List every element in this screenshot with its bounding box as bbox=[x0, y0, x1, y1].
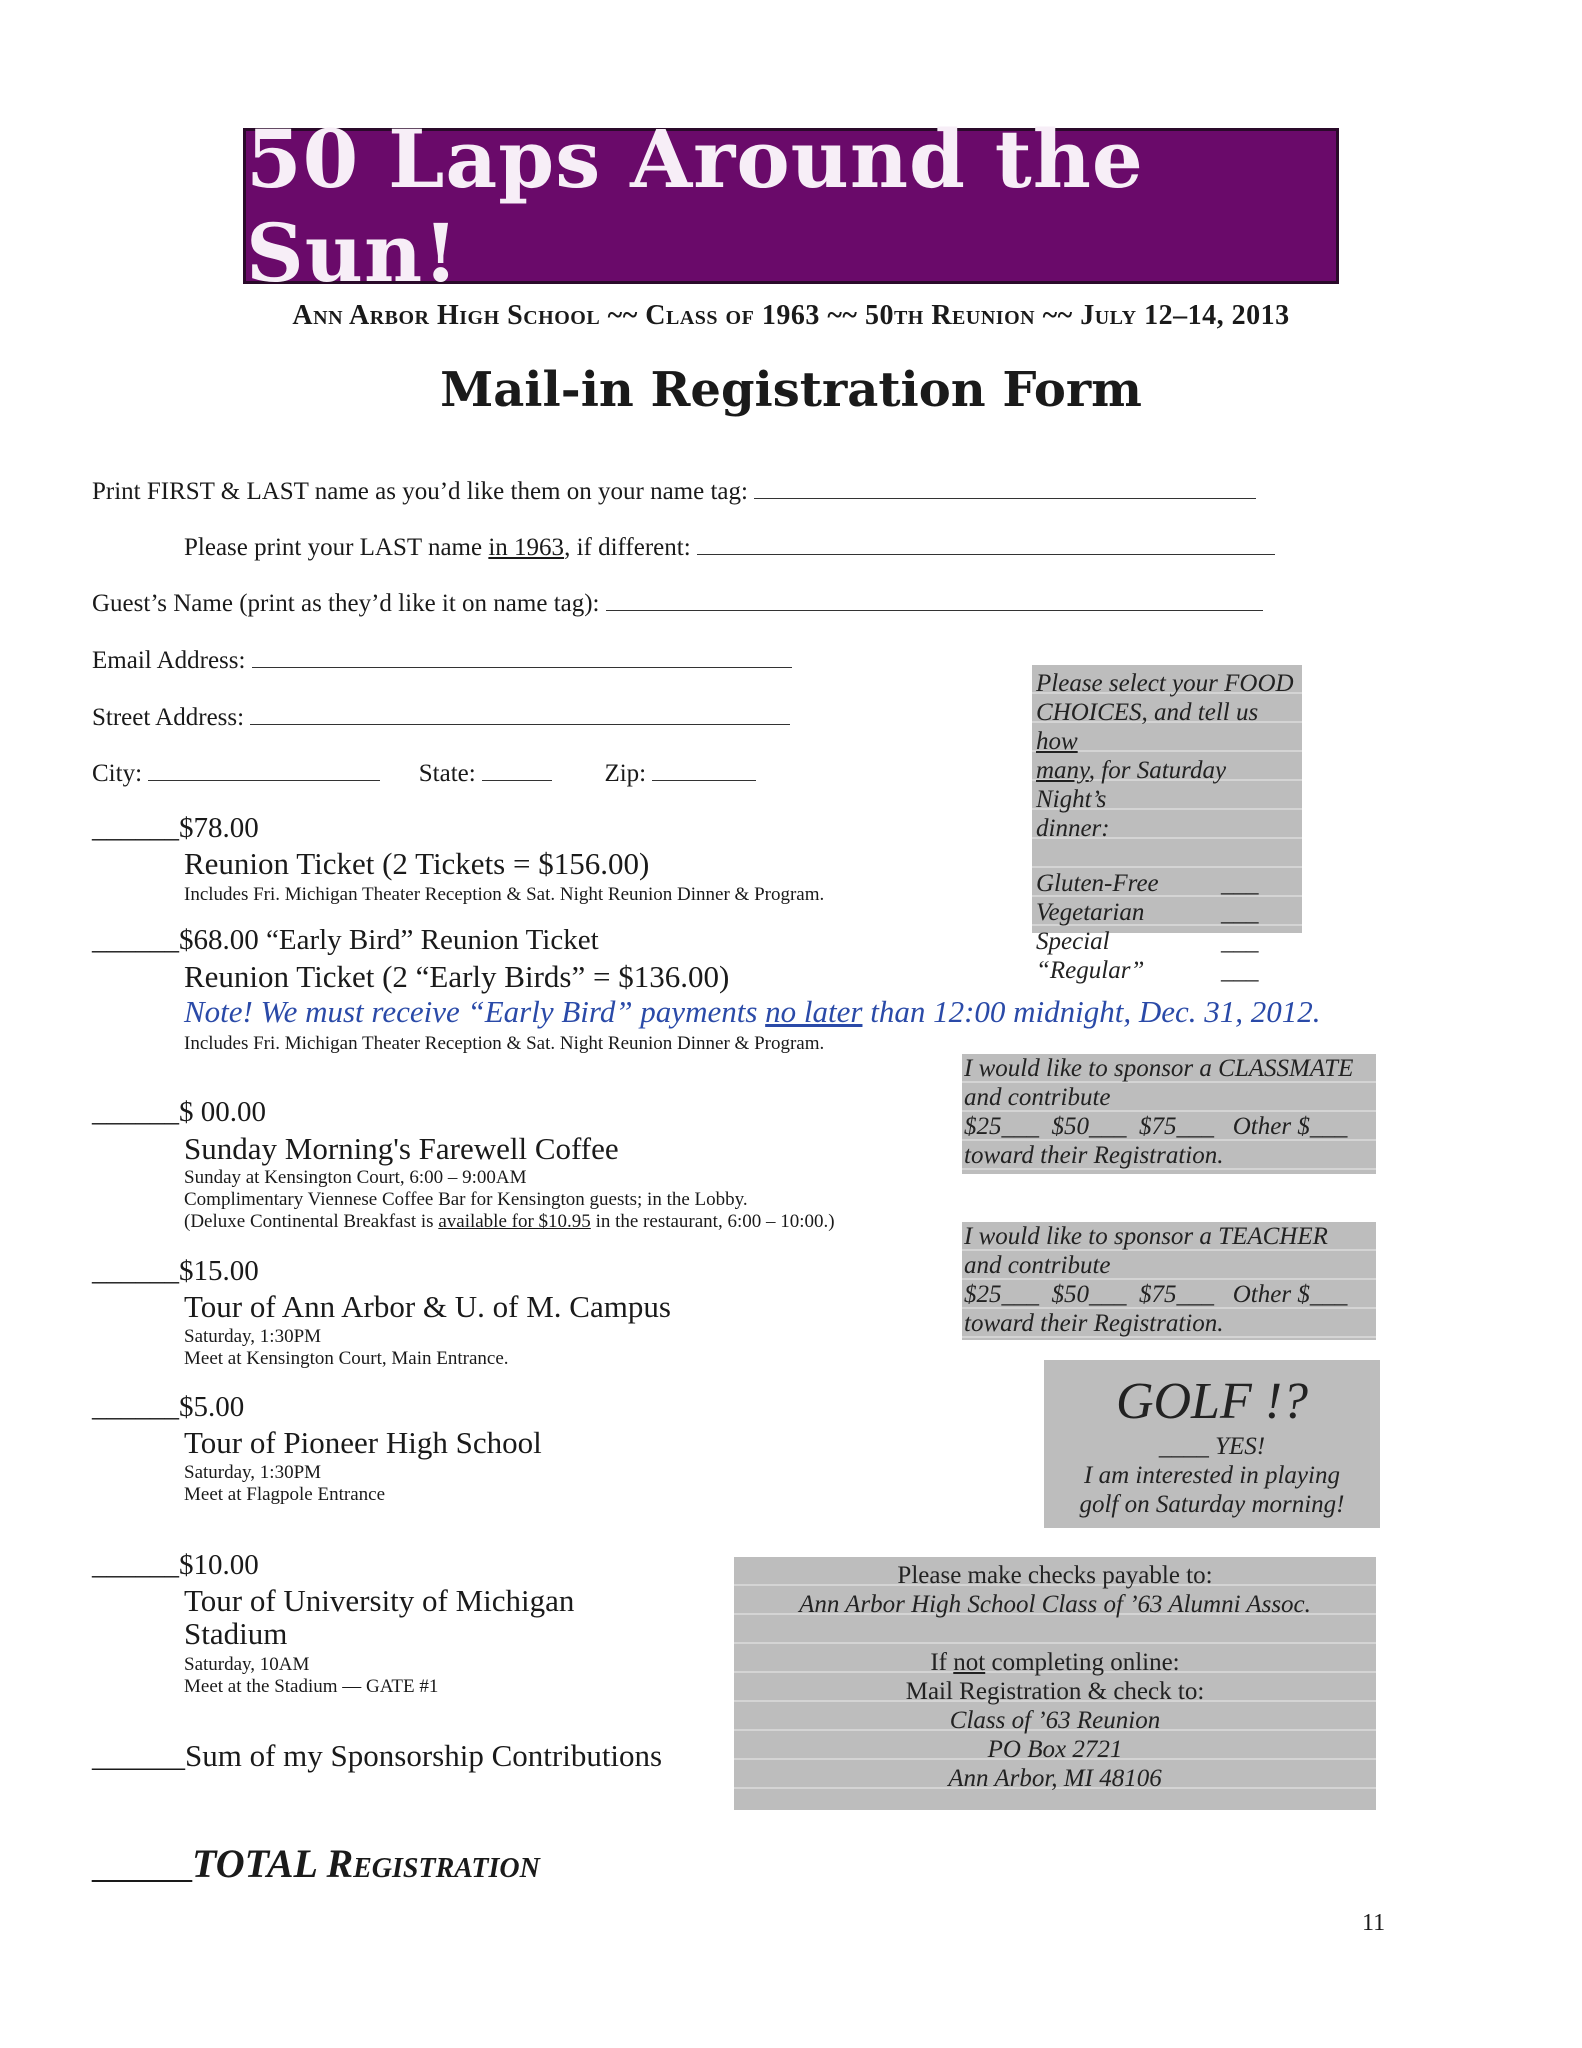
sponsorship-sum-blank[interactable]: ______ bbox=[92, 1738, 185, 1773]
payment-address-line2: PO Box 2721 bbox=[987, 1736, 1123, 1763]
food-box-line2 bbox=[1036, 698, 1298, 756]
food-box-line4: dinner: bbox=[1036, 815, 1110, 842]
state-label: State: bbox=[418, 760, 476, 787]
campus-tour-price-line bbox=[92, 1255, 259, 1288]
last-name-label-year: in 1963 bbox=[488, 534, 565, 561]
stadium-tour-title-line2: Stadium bbox=[184, 1616, 288, 1651]
food-choice-label: Gluten-Free bbox=[1036, 870, 1159, 897]
food-choices-box bbox=[1032, 665, 1302, 984]
food-choice-vegetarian bbox=[1036, 898, 1298, 927]
food-choice-regular bbox=[1036, 956, 1298, 985]
payment-line4: Mail Registration & check to: bbox=[905, 1678, 1205, 1705]
food-box-line3-many: many bbox=[1036, 757, 1089, 784]
last-name-label-suffix: , if different: bbox=[564, 534, 691, 561]
food-choice-count[interactable]: ___ bbox=[1221, 870, 1259, 897]
early-bird-title: Reunion Ticket (2 “Early Birds” = $136.00) bbox=[184, 959, 730, 994]
name-tag-input[interactable] bbox=[754, 476, 1256, 499]
reunion-ticket-blank[interactable]: ______ bbox=[92, 812, 179, 844]
form-title: Mail-in Registration Form bbox=[440, 362, 1142, 418]
name-tag-field bbox=[92, 476, 1256, 506]
total-blank[interactable]: _____ bbox=[92, 1841, 192, 1886]
email-input[interactable] bbox=[252, 645, 792, 668]
coffee-note-breakfast bbox=[184, 1211, 835, 1233]
pioneer-tour-blank[interactable]: ______ bbox=[92, 1391, 179, 1423]
coffee-title: Sunday Morning's Farewell Coffee bbox=[184, 1131, 619, 1166]
golf-title: GOLF !? bbox=[1115, 1373, 1309, 1430]
food-choice-label: Vegetarian bbox=[1036, 899, 1145, 926]
payment-line3 bbox=[734, 1648, 1376, 1677]
reunion-ticket-price-line bbox=[92, 812, 259, 845]
food-box-line2-how: how bbox=[1036, 728, 1078, 755]
sponsor-teacher-amounts[interactable]: $25___ $50___ $75___ Other $___ bbox=[964, 1281, 1348, 1308]
pioneer-tour-details bbox=[184, 1462, 385, 1506]
stadium-tour-price: $10.00 bbox=[179, 1549, 259, 1581]
payment-address-line1: Class of ’63 Reunion bbox=[949, 1707, 1161, 1734]
email-label: Email Address: bbox=[92, 647, 246, 674]
golf-box bbox=[1044, 1360, 1380, 1528]
food-box-line3 bbox=[1036, 756, 1298, 814]
pioneer-tour-time: Saturday, 1:30PM bbox=[184, 1462, 322, 1483]
campus-tour-meet: Meet at Kensington Court, Main Entrance. bbox=[184, 1348, 509, 1369]
food-choice-label: Special bbox=[1036, 928, 1110, 955]
early-bird-blank[interactable]: ______ bbox=[92, 924, 179, 956]
sponsorship-sum-line bbox=[92, 1738, 662, 1774]
early-bird-price: $68.00 “Early Bird” Reunion Ticket bbox=[179, 924, 599, 956]
payment-instructions-box bbox=[734, 1557, 1376, 1810]
stadium-tour-price-line bbox=[92, 1549, 259, 1582]
last-name-1963-input[interactable] bbox=[697, 532, 1275, 555]
pioneer-tour-price-line bbox=[92, 1391, 244, 1424]
total-registration-line bbox=[92, 1840, 540, 1887]
city-input[interactable] bbox=[148, 758, 380, 781]
food-choice-count[interactable]: ___ bbox=[1221, 899, 1259, 926]
food-choice-special bbox=[1036, 927, 1298, 956]
payment-address bbox=[734, 1706, 1376, 1793]
payment-payee: Ann Arbor High School Class of ’63 Alumni Assoc. bbox=[799, 1591, 1311, 1618]
breakfast-price: available for $10.95 bbox=[438, 1211, 591, 1232]
breakfast-suffix: in the restaurant, 6:00 – 10:00.) bbox=[590, 1211, 835, 1232]
coffee-price: $ 00.00 bbox=[179, 1096, 266, 1128]
city-state-zip-row bbox=[92, 758, 756, 788]
guest-name-field bbox=[92, 588, 1263, 618]
city-label: City: bbox=[92, 760, 143, 787]
zip-label: Zip: bbox=[604, 760, 647, 787]
payment-line1: Please make checks payable to: bbox=[897, 1562, 1213, 1589]
payment-line3-suffix: completing online: bbox=[985, 1649, 1180, 1676]
zip-input[interactable] bbox=[652, 758, 756, 781]
reunion-ticket-price: $78.00 bbox=[179, 812, 259, 844]
payment-line3-prefix: If bbox=[930, 1649, 954, 1676]
sponsor-classmate-amounts[interactable]: $25___ $50___ $75___ Other $___ bbox=[964, 1113, 1348, 1140]
coffee-price-line bbox=[92, 1096, 266, 1129]
sponsor-classmate-box bbox=[962, 1054, 1376, 1174]
guest-name-label: Guest’s Name (print as they’d like it on name tag): bbox=[92, 590, 600, 617]
deadline-note-suffix: than 12:00 midnight, Dec. 31, 2012. bbox=[862, 994, 1321, 1029]
sponsorship-sum-label: Sum of my Sponsorship Contributions bbox=[185, 1738, 663, 1773]
street-input[interactable] bbox=[250, 702, 790, 725]
email-field bbox=[92, 645, 792, 675]
coffee-note-complimentary: Complimentary Viennese Coffee Bar for Kensington guests; in the Lobby. bbox=[184, 1189, 748, 1210]
total-label: TOTAL Registration bbox=[192, 1841, 540, 1886]
page-number: 11 bbox=[1362, 1910, 1386, 1936]
campus-tour-details bbox=[184, 1326, 509, 1370]
pioneer-tour-price: $5.00 bbox=[179, 1391, 245, 1423]
stadium-tour-blank[interactable]: ______ bbox=[92, 1549, 179, 1581]
coffee-note-time: Sunday at Kensington Court, 6:00 – 9:00AM bbox=[184, 1167, 527, 1188]
pioneer-tour-title: Tour of Pioneer High School bbox=[184, 1425, 542, 1460]
payment-spacer bbox=[734, 1619, 1376, 1648]
state-input[interactable] bbox=[482, 758, 552, 781]
reunion-ticket-title: Reunion Ticket (2 Tickets = $156.00) bbox=[184, 846, 650, 881]
food-box-line3-suffix: , for Saturday Night’s bbox=[1036, 757, 1227, 813]
street-field bbox=[92, 702, 790, 732]
food-choice-gluten-free bbox=[1036, 869, 1298, 898]
coffee-blank[interactable]: ______ bbox=[92, 1096, 179, 1128]
food-choice-label: “Regular” bbox=[1036, 957, 1145, 984]
payment-address-line3: Ann Arbor, MI 48106 bbox=[948, 1765, 1162, 1792]
food-box-line1: Please select your FOOD bbox=[1036, 670, 1294, 697]
stadium-tour-title-line1: Tour of University of Michigan bbox=[184, 1583, 575, 1618]
sponsor-classmate-line4: toward their Registration. bbox=[964, 1142, 1224, 1169]
campus-tour-time: Saturday, 1:30PM bbox=[184, 1326, 322, 1347]
stadium-tour-time: Saturday, 10AM bbox=[184, 1654, 310, 1675]
sponsor-classmate-line1: I would like to sponsor a CLASSMATE bbox=[964, 1055, 1354, 1082]
golf-line3: golf on Saturday morning! bbox=[1079, 1491, 1345, 1518]
coffee-details bbox=[184, 1167, 835, 1233]
sponsor-classmate-line2: and contribute bbox=[964, 1084, 1111, 1111]
campus-tour-blank[interactable]: ______ bbox=[92, 1255, 179, 1287]
early-bird-price-line bbox=[92, 924, 599, 957]
title-banner bbox=[243, 112, 1339, 300]
payment-line3-not: not bbox=[953, 1649, 986, 1676]
early-bird-deadline-note bbox=[184, 994, 1321, 1030]
street-label: Street Address: bbox=[92, 704, 245, 731]
guest-name-input[interactable] bbox=[606, 588, 1263, 611]
food-choice-count[interactable]: ___ bbox=[1221, 957, 1259, 984]
stadium-tour-details bbox=[184, 1654, 438, 1698]
golf-yes[interactable]: ____ YES! bbox=[1158, 1433, 1266, 1460]
deadline-note-emphasis: no later bbox=[765, 994, 863, 1029]
campus-tour-price: $15.00 bbox=[179, 1255, 259, 1287]
pioneer-tour-meet: Meet at Flagpole Entrance bbox=[184, 1484, 386, 1505]
sponsor-teacher-line2: and contribute bbox=[964, 1252, 1111, 1279]
food-box-line2-prefix: CHOICES, and tell us bbox=[1036, 699, 1259, 726]
sponsor-teacher-line4: toward their Registration. bbox=[964, 1310, 1224, 1337]
name-tag-label: Print FIRST & LAST name as you’d like them on your name tag: bbox=[92, 478, 748, 505]
sponsor-teacher-line1: I would like to sponsor a TEACHER bbox=[964, 1223, 1328, 1250]
last-name-1963-field bbox=[184, 532, 1275, 562]
stadium-tour-title bbox=[184, 1584, 574, 1650]
payment-line2-wrap bbox=[734, 1590, 1376, 1619]
last-name-label-prefix: Please print your LAST name bbox=[184, 534, 489, 561]
reunion-ticket-note: Includes Fri. Michigan Theater Reception & Sat. Night Reunion Dinner & Program. bbox=[184, 884, 825, 905]
subtitle: Ann Arbor High School ~~ Class of 1963 ~~ 50th Reunion ~~ July 12–14, 2013 bbox=[292, 300, 1290, 331]
banner-title: 50 Laps Around the Sun! bbox=[246, 112, 1144, 300]
food-choice-count[interactable]: ___ bbox=[1221, 928, 1259, 955]
early-bird-note: Includes Fri. Michigan Theater Reception & Sat. Night Reunion Dinner & Program. bbox=[184, 1033, 825, 1054]
deadline-note-prefix: Note! We must receive “Early Bird” payments bbox=[184, 994, 766, 1029]
sponsor-teacher-box bbox=[962, 1222, 1376, 1340]
golf-line2: I am interested in playing bbox=[1084, 1462, 1340, 1489]
campus-tour-title: Tour of Ann Arbor & U. of M. Campus bbox=[184, 1289, 671, 1324]
stadium-tour-meet: Meet at the Stadium — GATE #1 bbox=[184, 1676, 439, 1697]
breakfast-prefix: (Deluxe Continental Breakfast is bbox=[184, 1211, 439, 1232]
